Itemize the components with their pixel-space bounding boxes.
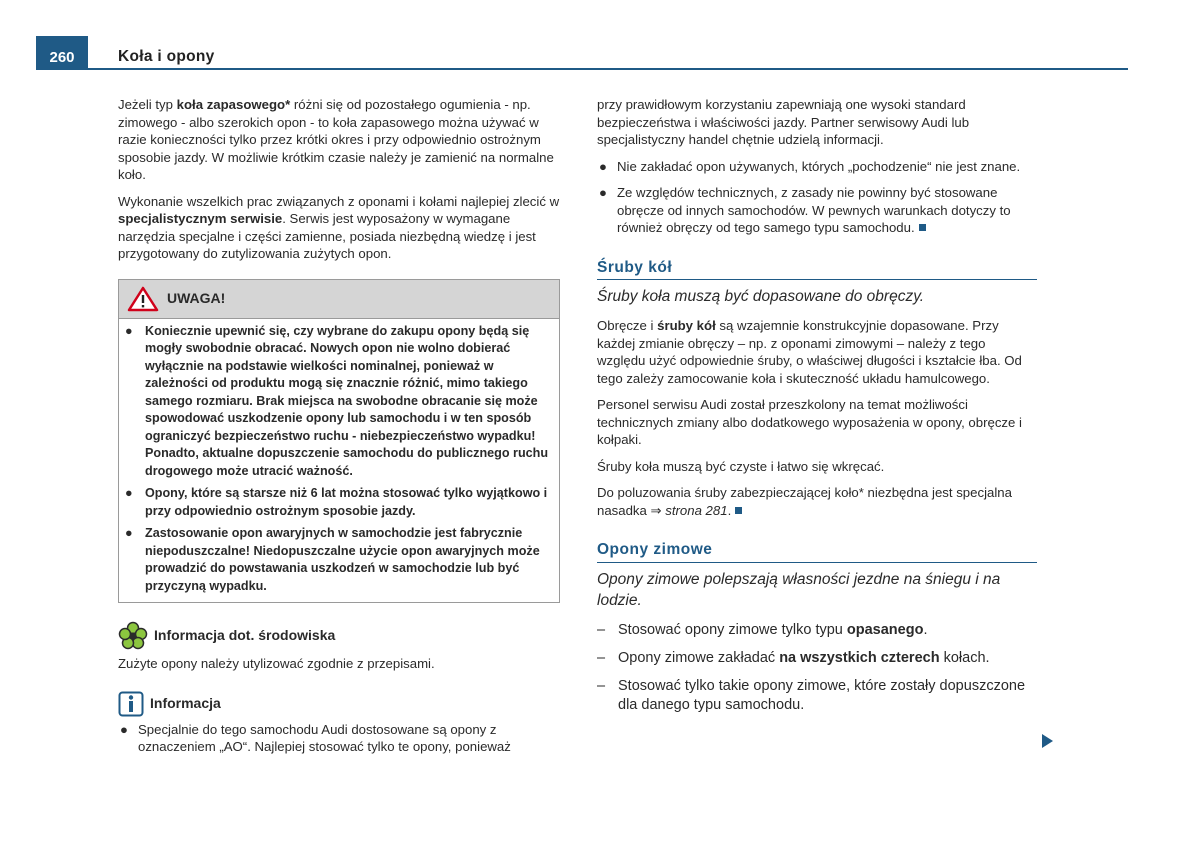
- text: .: [727, 502, 732, 518]
- dash-list-item: [597, 649, 1037, 668]
- dash-marker: –: [597, 649, 606, 666]
- section-heading-winter-tires: Opony zimowe: [597, 541, 1037, 563]
- bold-term: opasanego: [846, 621, 924, 638]
- dash-marker: –: [597, 677, 606, 694]
- section-heading-wheel-bolts: Śruby kół: [597, 259, 1037, 281]
- text: Do poluzowania śruby zabezpieczającej koło* niezbędna jest specjalna nasadka: [597, 485, 1012, 518]
- text: Jeżeli typ: [118, 97, 177, 112]
- rims-bullet: [597, 184, 1037, 237]
- warning-title: UWAGA!: [167, 289, 226, 306]
- dash-list-item: [597, 677, 1037, 715]
- end-marker-icon: [919, 224, 926, 231]
- left-column: [118, 96, 560, 765]
- bullet-icon: ●: [599, 158, 607, 174]
- right-column: [597, 96, 1037, 724]
- header-rule: [36, 68, 1128, 70]
- spare-wheel-paragraph: [118, 96, 560, 184]
- page-reference-link[interactable]: ⇒ strona 281: [650, 502, 728, 518]
- bullet-icon: ●: [599, 185, 607, 200]
- warning-box: [118, 279, 560, 604]
- flower-icon: [118, 621, 148, 651]
- environment-header: [118, 621, 560, 651]
- text: Stosować tylko takie opony zimowe, które zostały dopuszczone dla danego typu samochodu.: [618, 677, 1026, 713]
- clean-bolts-paragraph: Śruby koła muszą być czyste i łatwo się wkręcać.: [597, 458, 885, 474]
- bullet-text: Nie zakładać opon używanych, których „pochodzenie“ nie jest znane.: [617, 158, 1021, 174]
- info-paragraph: [118, 721, 560, 756]
- environment-title: Informacja dot. środowiska: [154, 627, 336, 644]
- dash-list-item: [597, 621, 1037, 640]
- bold-term: na wszystkich czterech: [779, 649, 940, 666]
- text: . Serwis jest wyposażony w wymagane narzędzia specjalne i części zamienne, posiada niezbędną wiedzę i jest przygotowany do zutylizowania zużytych opon.: [118, 211, 536, 261]
- text: Obręcze i: [597, 318, 658, 333]
- text: Opony zimowe zakładać: [618, 649, 780, 666]
- continue-arrow-icon: [1042, 734, 1053, 748]
- bullet-text: Ze względów technicznych, z zasady nie powinny być stosowane obręcze od innych samochodów. W pewnych warunkach dotyczy to również obręczy od tego samego typu samochodu.: [617, 185, 1011, 235]
- warning-item: [125, 323, 553, 481]
- warning-text: Koniecznie upewnić się, czy wybrane do zakupu opony będą się mogły swobodnie obracać. Nowych opon nie wolno dobierać wyłącznie na podstawie wielkości nominalnej, ponieważ w zależności od produktu mogą się znacznie różnić, mimo takiego samego rozmiaru. Brak miejsca na swobodne obracanie się może spowodować uszkodzenie opony lub samochodu i w ten sposób ograniczyć bezpieczeństwo ruchu - niebezpieczeństwo wypadku! Ponadto, aktualne dopuszczenie samochodu do publicznego ruchu drogowego może utracić ważność.: [145, 323, 549, 478]
- used-tires-bullet: [597, 158, 1037, 176]
- bold-term: śruby kół: [657, 318, 716, 333]
- text: kołach.: [939, 649, 990, 666]
- page-number: 260: [49, 49, 75, 66]
- wheel-bolts-lead: Śruby koła muszą być dopasowane do obręczy.: [597, 288, 925, 305]
- winter-tires-lead: Opony zimowe polepszają własności jezdne na śniegu i na lodzie.: [597, 570, 1001, 609]
- warning-body: [119, 319, 559, 603]
- text: .: [923, 621, 928, 638]
- wheel-bolts-paragraph: [597, 317, 1037, 387]
- text: różni się od pozostałego ogumienia - np. zimowego - albo szerokich opon - to koła zapasowego można używać w razie konieczności tylko przez krótki okres i przy odpowiednio ostrożnym sposobie jazdy. W możliwie krótkim czasie należy je zamienić na normalne koło.: [118, 97, 554, 182]
- bold-term: specjalistycznym serwisie: [118, 211, 283, 226]
- warning-text: Opony, które są starsze niż 6 lat można stosować tylko wyjątkowo i przy odpowiednio ostrożnym sposobie jazdy.: [145, 486, 548, 518]
- end-marker-icon: [735, 507, 742, 514]
- info-text: Specjalnie do tego samochodu Audi dostosowane są opony z oznaczeniem „AO“. Najlepiej stosować tylko te opony, ponieważ: [138, 721, 511, 754]
- chapter-title: Koła i opony: [118, 48, 215, 65]
- text: Wykonanie wszelkich prac związanych z oponami i kołami najlepiej zlecić w: [118, 193, 560, 209]
- environment-text: Zużyte opony należy utylizować zgodnie z przepisami.: [118, 656, 435, 671]
- warning-triangle-icon: [127, 286, 159, 312]
- page-number-badge: [36, 36, 88, 70]
- service-staff-paragraph: Personel serwisu Audi został przeszkolony na temat możliwości technicznych zmiany albo dodatkowego wyposażenia w opony, obręcze i kołpaki.: [597, 397, 1022, 447]
- warning-item: [125, 525, 553, 595]
- continuation-paragraph: przy prawidłowym korzystaniu zapewniają one wysoki standard bezpieczeństwa i właściwości jazdy. Partner serwisowy Audi lub specjalistyczny handel chętnie udzielą informacji.: [597, 97, 970, 147]
- service-paragraph: [118, 193, 560, 263]
- locking-bolt-paragraph: [597, 484, 1037, 519]
- bullet-icon: ●: [125, 486, 133, 500]
- text: Stosować opony zimowe tylko typu: [618, 621, 847, 638]
- warning-item: [125, 485, 553, 520]
- text: są wzajemnie konstrukcyjnie dopasowane. Przy każdej zmianie obręczy – np. z oponami zimowymi – należy z tego względu użyć odpowiednie śruby, o właściwej długości i kształcie łba. Od tego zależy zamocowanie koła i skuteczność układu hamulcowego.: [597, 318, 1022, 386]
- warning-header: [119, 280, 559, 319]
- info-title: Informacja: [150, 694, 221, 711]
- bullet-icon: ●: [125, 526, 133, 540]
- info-icon: [118, 691, 144, 717]
- bold-term: koła zapasowego*: [176, 97, 291, 112]
- dash-marker: –: [597, 621, 606, 638]
- info-header: [118, 691, 560, 717]
- bullet-icon: ●: [120, 721, 128, 737]
- warning-text: Zastosowanie opon awaryjnych w samochodzie jest fabrycznie niepoduszczalne! Niedopuszczalne użycie opon awaryjnych może prowadzić do powstawania uszkodzeń w samochodzie lub być przyczyną wypadku.: [145, 526, 540, 593]
- bullet-icon: ●: [125, 323, 133, 338]
